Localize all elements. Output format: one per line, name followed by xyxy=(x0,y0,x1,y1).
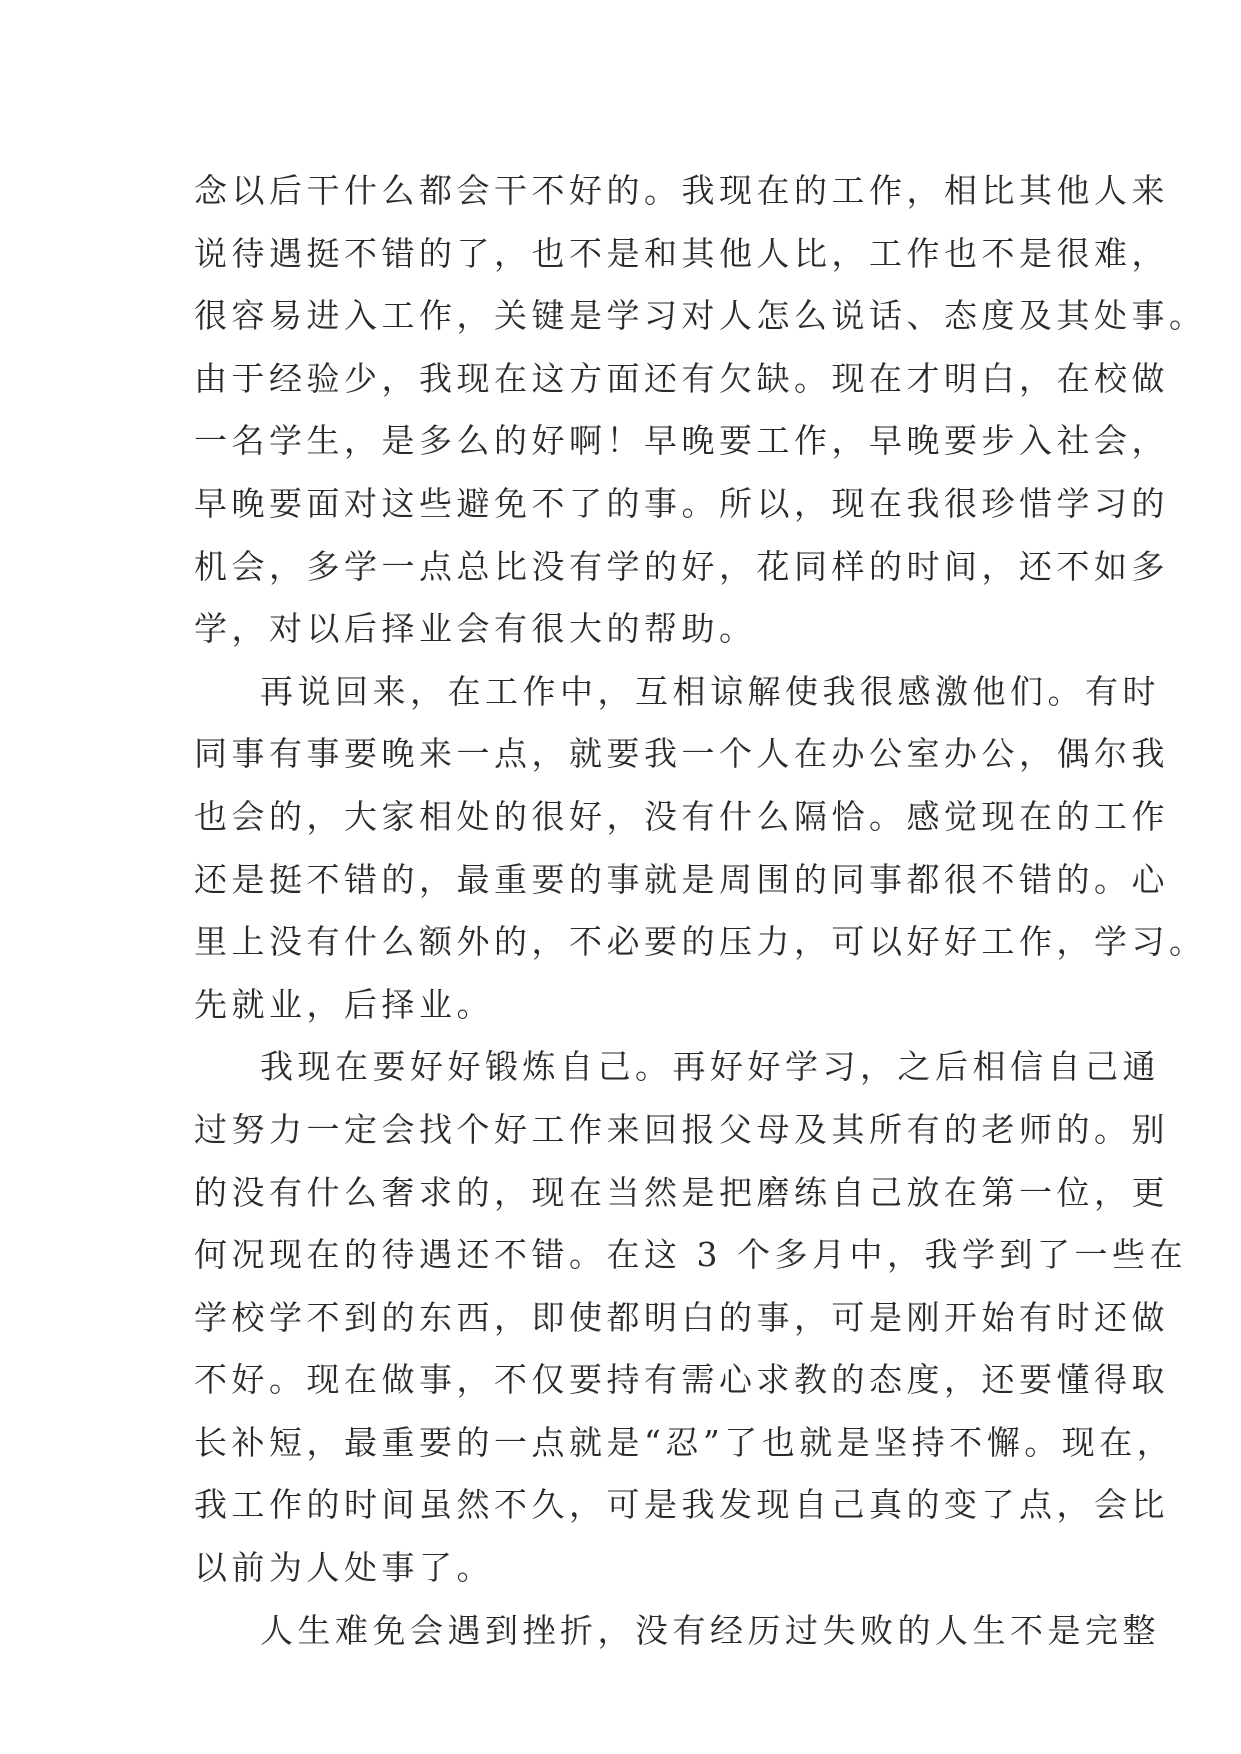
text-line: 里上没有什么额外的，不必要的压力，可以好好工作，学习。 xyxy=(194,922,1207,962)
text-line: 由于经验少，我现在这方面还有欠缺。现在才明白，在校做 xyxy=(194,358,1169,398)
paragraph-first-line: 人生难免会遇到挫折，没有经历过失败的人生不是完整 xyxy=(260,1610,1160,1650)
text-line: 过努力一定会找个好工作来回报父母及其所有的老师的。别 xyxy=(194,1109,1169,1149)
document-body xyxy=(194,160,1207,1662)
text-line: 念以后干什么都会干不好的。我现在的工作，相比其他人来 xyxy=(194,171,1169,210)
text-line: 学校学不到的东西，即使都明白的事，可是刚开始有时还做 xyxy=(194,1297,1169,1337)
text-line: 先就业，后择业。 xyxy=(194,984,494,1024)
paragraph-first-line: 再说回来，在工作中，互相谅解使我很感激他们。有时 xyxy=(260,671,1160,711)
text-line: 早晚要面对这些避免不了的事。所以，现在我很珍惜学习的 xyxy=(194,483,1169,523)
text-line: 长补短，最重要的一点就是“忍”了也就是坚持不懈。现在， xyxy=(194,1422,1175,1462)
text-line: 机会，多学一点总比没有学的好，花同样的时间，还不如多 xyxy=(194,546,1169,586)
text-line: 说待遇挺不错的了，也不是和其他人比，工作也不是很难， xyxy=(194,233,1169,273)
text-line: 一名学生，是多么的好啊！早晚要工作，早晚要步入社会， xyxy=(194,421,1169,461)
text-line: 何况现在的待遇还不错。在这 3 个多月中，我学到了一些在 xyxy=(194,1235,1187,1275)
text-line: 还是挺不错的，最重要的事就是周围的同事都很不错的。心 xyxy=(194,859,1169,899)
text-line: 不好。现在做事，不仅要持有需心求教的态度，还要懂得取 xyxy=(194,1360,1169,1400)
text-line: 我工作的时间虽然不久，可是我发现自己真的变了点，会比 xyxy=(194,1485,1169,1525)
text-line: 同事有事要晚来一点，就要我一个人在办公室办公，偶尔我 xyxy=(194,734,1169,774)
paragraph-first-line: 我现在要好好锻炼自己。再好好学习，之后相信自己通 xyxy=(260,1047,1160,1087)
text-line: 也会的，大家相处的很好，没有什么隔恰。感觉现在的工作 xyxy=(194,796,1169,836)
text-line: 学，对以后择业会有很大的帮助。 xyxy=(194,609,757,649)
text-line: 以前为人处事了。 xyxy=(194,1548,494,1588)
text-line: 很容易进入工作，关键是学习对人怎么说话、态度及其处事。 xyxy=(194,296,1207,336)
text-line: 的没有什么奢求的，现在当然是把磨练自己放在第一位，更 xyxy=(194,1172,1169,1212)
